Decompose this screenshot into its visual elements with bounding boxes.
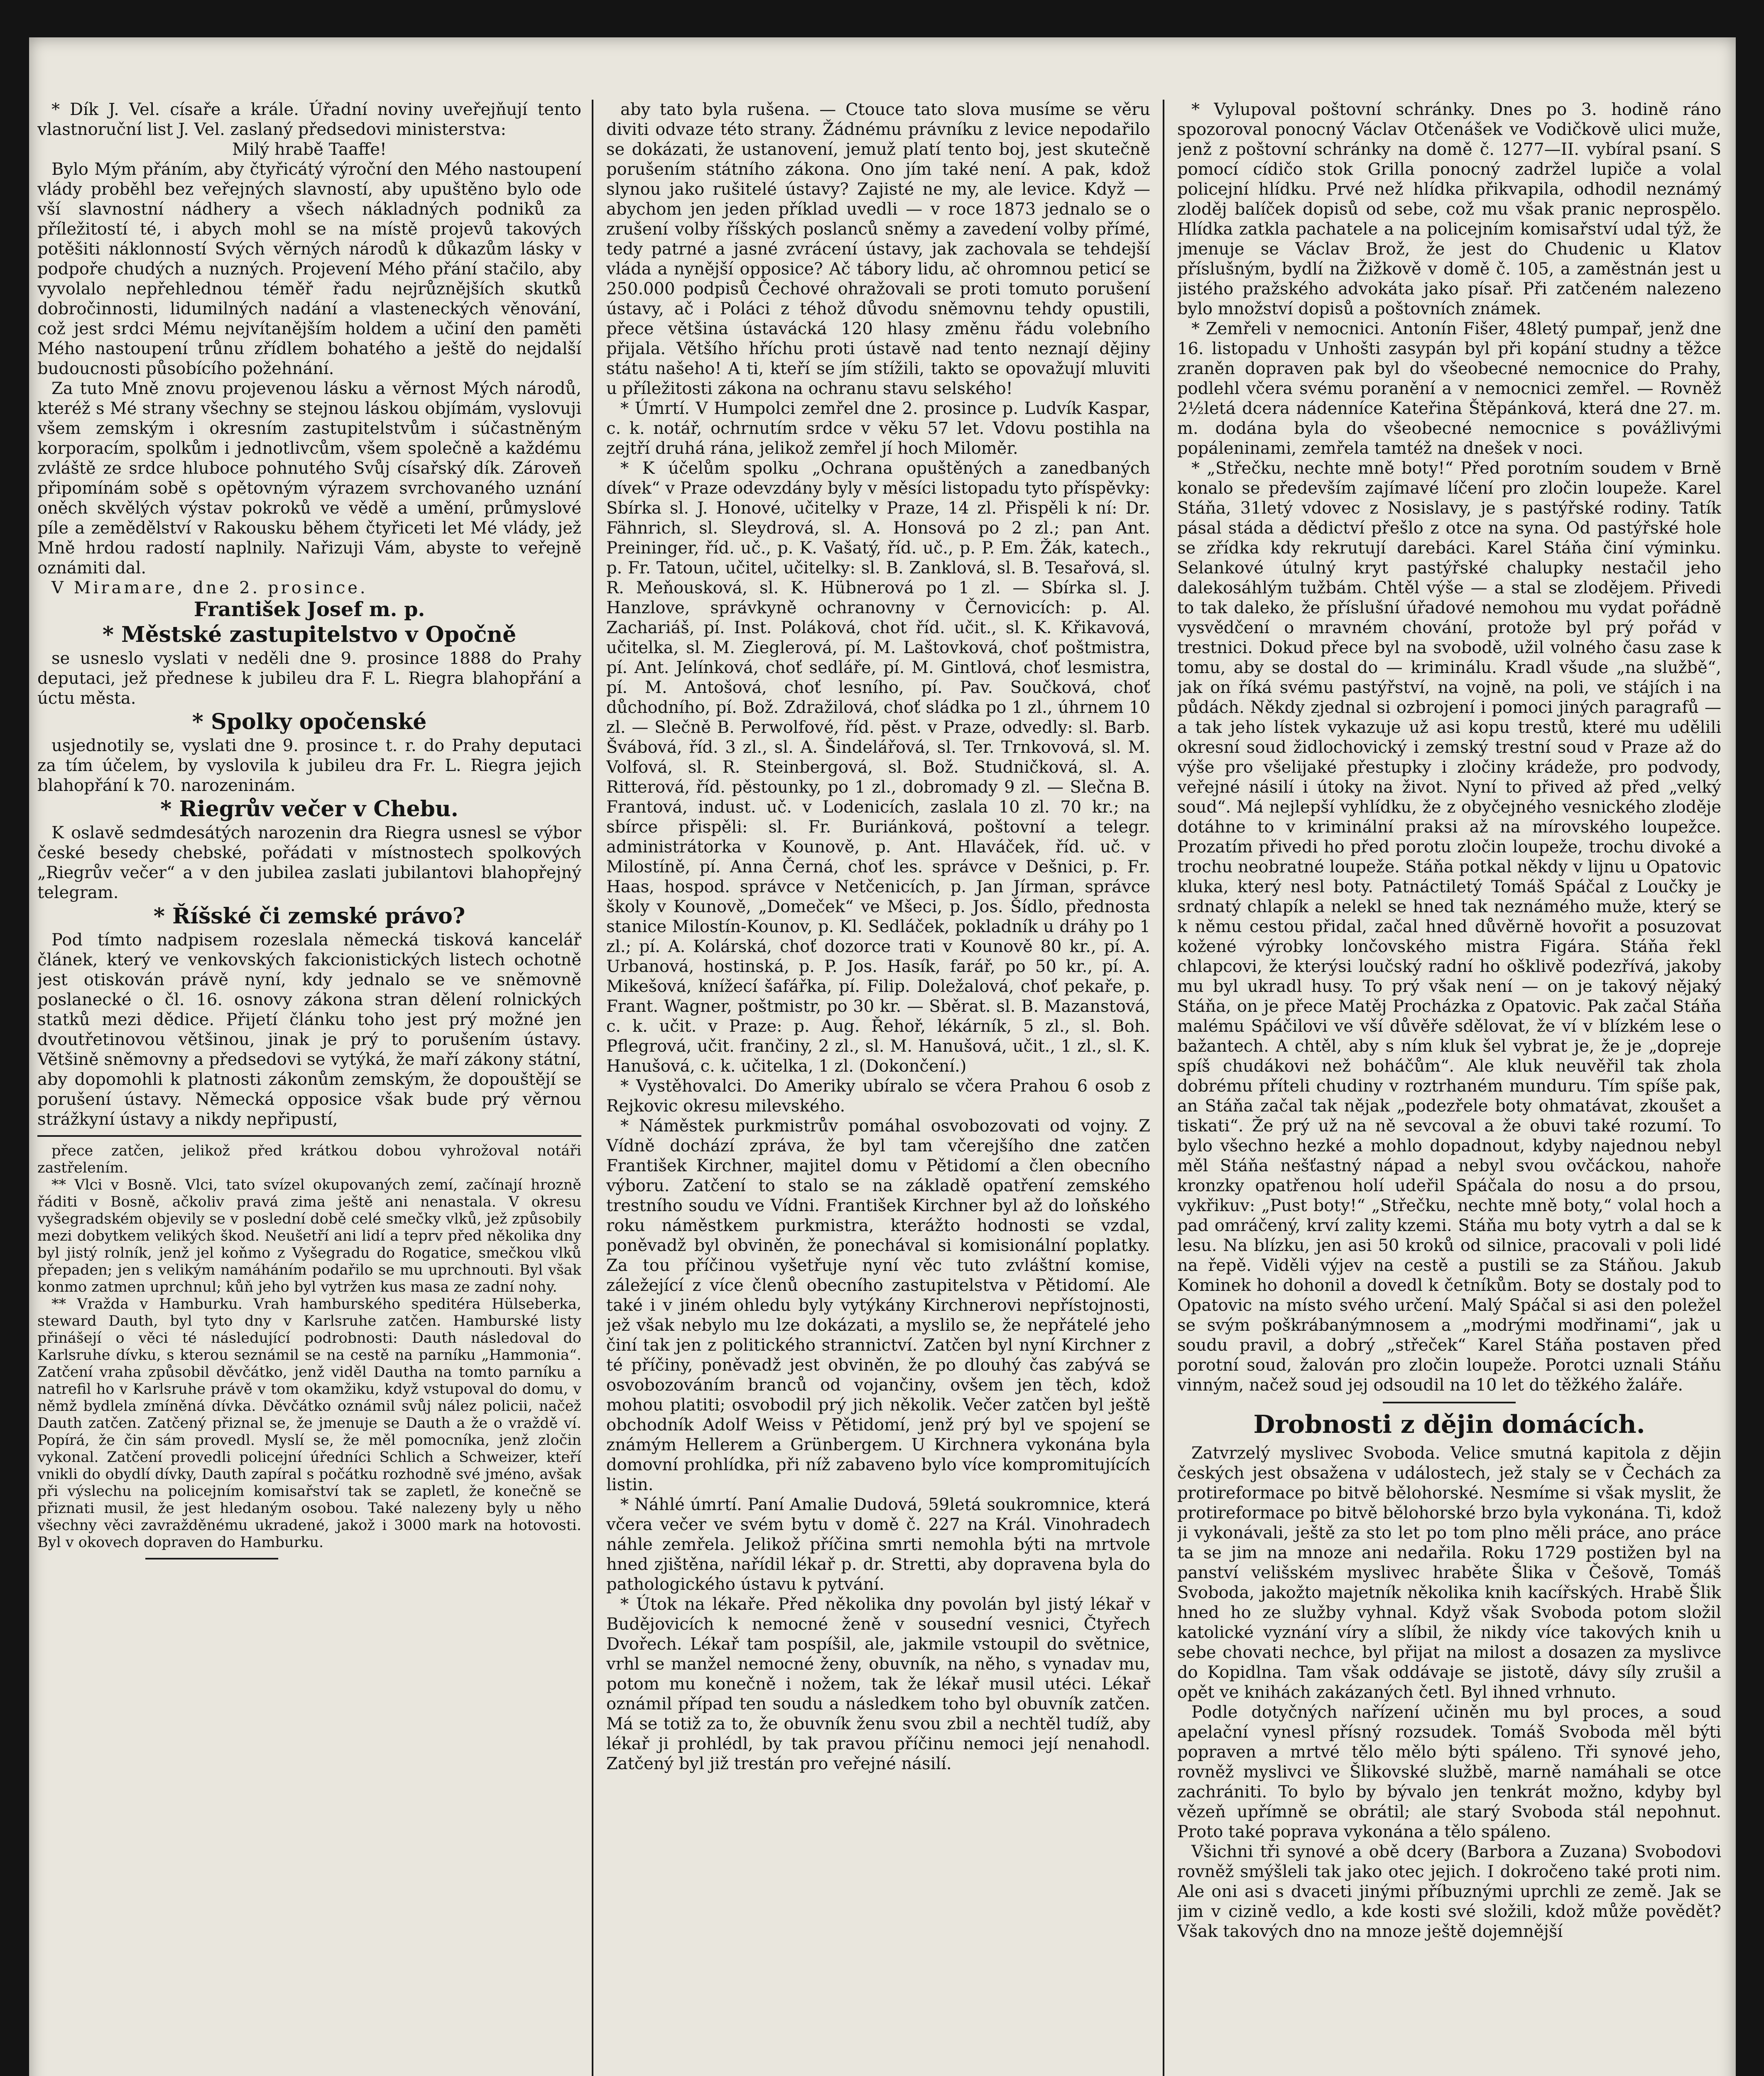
column-right — [1177, 100, 1721, 2076]
article-boots-robbery: * „Střečku, nechte mně boty!“ Před porotním soudem v Brně konalo se především zajímavé líčení pro zločin loupeže. Karel Stáňa, 31letý vdovec z Nosislavy, je s pastýřské rodiny. Tatík pásal stáda a dědictví přešlo z otce na syna. Od pastýřské hole se zřídka kdy rekrutují darebáci. Karel Stáňa činí výminku. Selankové útulný kryt pastýřské chalupky nestačil jeho dalekosáhlým tužbám. Chtěl výše — a stal se zlodějem. Přivedi to tak daleko, že příslušní úřadové nemohou mu vydat pořádně vysvědčení o mravném chování, protože byl prý pořád v trestnici. Dokud přece byl na svobodě, užil volného času zase k tomu, aby se dostal do — kriminálu. Kradl všude „na službě“, jak on říká svému pastýřství, na vojně, na poli, ve stájích i na půdách. Někdy zjednal si ozbrojení i pomoci jiných paragrafů — a tak jeho lístek vykazuje už asi kopu trestů, které mu udělili okresní soud židlochovický i zemský trestní soud v Praze až do výše pro všelijaké přestupky i zločiny krádeže, pro podvody, veřejné násilí i útoky na život. Nyní to přived až před „velký soud“. Má nejlepší vyhlídku, že z obyčejného vesnického zloděje dotáhne to v kriminální praksi až na mírovského loupežce. Prozatím přivedi ho před porotu zločin loupeže, trochu divoké a trochu neobratné loupeže. Stáňa potkal někdy v lijnu u Opatovic kluka, který nesl boty. Patnáctiletý Tomáš Spáčal z Loučky je srdnatý chlapík a nelekl se hned tak neznámého muže, který se k němu cestou přidal, začal hned důvěrně hovořit a posuzovat kožené výrobky lončovského mistra Figára. Stáňa řekl chlapcovi, že kterýsi loučský radní ho ošklivě podezřívá, jakoby mu byl ukradl husy. To prý však není — on je takový nějaký Stáňa, on je přece Matěj Procházka z Opatovic. Pak začal Stáňa malému Spáčilovi ve vší důvěře sdělovat, že ví v blízkém lese o bažantech. A chtěl, aby s ním kluk šel vybrat je, že je „dopreje spíš chudákovi než boháčům“. Ale kluk neuvěřil tak zhola dobrému příteli chudiny v roztrhaném munduru. Tím spíše pak, an Stáňa začal tak nějak „podezřele boty ohmatávat, zkoušet a tiskati“. Že prý už na ně sevcoval a že obuvi také rozumí. To bylo všechno hezké a mohlo dopadnout, kdyby najednou nebyl měl Stáňa nešťastný nápad a nebyl svou ovčáckou, nahoře kronzky opatřenou holí udeřil Spáčala do nosu a do prsou, vykřikuv: „Pust boty!“ „Střečku, nechte mně boty,“ volal hoch a pad omráčený, krví zality kzemi. Stáňa mu boty vytrh a dal se k lesu. Na blízku, jen asi 50 kroků od silnice, pracovali v poli lidé na řepě. Viděli výjev na cestě a pustili se za Stáňou. Jakub Kominek ho dohonil a dovedl k četníkům. Boty se dostaly pod to Opatovic na místo svého určení. Malý Spáčal si asi den poležel se svým poškrábanýmnosem a „modrými modřinami“, jak u soudu pravil, a dobrý „střeček“ Karel Stáňa postaven před porotní soud, žalován pro zločin loupeže. Porotci uznali Stáňu vinným, načež soud jej odsoudil na 10 let do těžkého žaláře. — [1177, 459, 1721, 1395]
letter-place-date: V Miramare, dne 2. prosince. — [51, 578, 368, 597]
letter-paragraph-1: Bylo Mým přáním, aby čtyřicátý výroční den Mého nastoupení vlády proběhl bez veřejných slavností, aby upuštěno bylo ode vší slavnostní nádhery a všech nákladných podniků za příležitostí té, i abych mohl se na místě projevů takových potěšiti náklonností Svých věrných národů k důkazům lásky v podpoře chudých a nuzných. Projevení Mého přání stačilo, aby vyvolalo nepřehlednou téměř řadu nejrůznějších skutků dobročinnosti, lidumilných nadání a vlasteneckých věnování, což jest srdci Mému nejvítanějším holdem a učiní den paměti Mého nastoupení trůnu zřídlem bohatého a ještě do nejdalší budoucnosti působícího požehnání. — [37, 160, 581, 378]
article-attack-doctor: * Útok na lékaře. Před několika dny povolán byl jistý lékař v Budějovicích k nemocné ženě v sousední vesnici, Čtyřech Dvořech. Lékař tam pospíšil, ale, jakmile vstoupil do světnice, vrhl se manžel nemocné ženy, obuvník, na něho, s vynadav mu, potom mu konečně i nožem, tak že lékař musil utéci. Lékař oznámil případ ten soudu a následkem toho byl obuvník zatčen. Má se totiž za to, že obuvník ženu svou zbil a nechtěl tudíž, aby lékař ji prohlédl, by tak pravou příčinu nemoci její nenahodl. Zatčený byl již trestán pro veřejné násilí. — [606, 1595, 1150, 1773]
column-middle — [606, 100, 1150, 2076]
article-history-3: Všichni tři synové a obě dcery (Barbora a Zuzana) Svobodovi rovněž smýšleli tak jako otec jejich. I dokročeno také proti nim. Ale oni asi s dvaceti jinými příbuznými uprchli ze země. Jak se jim v cizině vedlo, a kde kosti své složili, kdož může povědět? Však takových dno na mnoze ještě dojemnější — [1177, 1842, 1721, 1941]
column-divider — [37, 1135, 581, 1137]
article-donations: * K účelům spolku „Ochrana opuštěných a zanedbaných dívek“ v Praze odevzdány byly v měsíci listopadu tyto příspěvky: Sbírka sl. J. Honové, učitelky v Praze, 14 zl. Přispěli k ní: Dr. Fähnrich, sl. Sleydrová, sl. A. Honsová po 2 zl.; pan Ant. Preininger, říd. uč., p. K. Vašatý, říd. uč., p. P. Em. Žák, katech., p. Fr. Tatoun, učitel, učitelky: sl. B. Zanklová, sl. B. Tesařová, sl. R. Meňousková, sl. K. Hübnerová po 1 zl. — Sbírka sl. J. Hanzlove, správkyně ochranovny v Černovicích: p. Al. Zachariáš, pí. Inst. Poláková, chot říd. učit., sl. K. Křikavová, učitelka, sl. M. Zieglerová, pí. M. Laštovková, choť poštmistra, pí. Ant. Jelínková, choť sedláře, pí. M. Gintlová, choť lesmistra, pí. M. Antošová, choť lesního, pí. Pav. Součková, choť důchodního, pí. Bož. Zdražilová, choť sládka po 1 zl., úhrnem 10 zl. — Slečně B. Perwolfové, říd. pěst. v Praze, odvedly: sl. Barb. Švábová, říd. 3 zl., sl. A. Šindelářová, sl. Ter. Trnkovová, sl. M. Volfová, sl. R. Steinbergová, sl. Bož. Studničková, sl. A. Ritterová, říd. pěstounky, po 1 zl., dobromady 9 zl. — Slečna B. Frantová, indust. uč. v Lodenicích, zaslala 10 zl. 70 kr.; na sbírce přispěli: sl. Fr. Buriánková, poštovní a telegr. administrátorka v Kounově, p. Ant. Hlaváček, říd. uč. v Milostíně, pí. Anna Černá, choť les. správce v Dešnici, p. Fr. Haas, hospod. správce v Netčenicích, p. Jan Jírman, správce školy v Kounově, „Domeček“ ve Mšeci, p. Jos. Šídlo, přednosta stanice Milostín-Kounov, p. Kl. Sedláček, pokladník u dráhy po 1 zl.; pí. A. Kolárská, choť dozorce trati v Kounově 80 kr., pí. A. Urbanová, hostinská, p. P. Jos. Hasík, farář, po 50 kr., pí. A. Mikešová, knížecí šafářka, pí. Filip. Doležalová, choť pekaře, p. Frant. Wagner, poštmistr, po 30 kr. — Sběrat. sl. B. Mazanstová, c. k. učit. v Praze: p. Aug. Řehoř, lékárník, 5 zl., sl. Boh. Pflegrová, učit. frančiny, 2 zl., sl. M. Hanušová, učit., 1 zl., sl. K. Hanušová, c. k. učitelka, 1 zl. (Dokončení.) — [606, 459, 1150, 1076]
section-history-title: Drobnosti z dějin domácích. — [1253, 1410, 1645, 1439]
letter-signature: František Josef m. p. — [194, 598, 425, 621]
article-opocno-societies-heading: * Spolky opočenské — [192, 709, 427, 734]
column-rule — [592, 100, 593, 2076]
article-hospital-deaths: * Zemřeli v nemocnici. Antonín Fišer, 48letý pumpař, jenž dne 16. listopadu v Unhošti zasypán byl při kopání studny a těžce zraněn dopraven pak byl do všeobecné nemocnice do Prahy, podlehl včera svému poranění a v nemocnici zemřel. — Rovněž 2½letá dcera nádenníce Kateřina Štěpánková, která dne 27. m. m. dodána byla do všeobecné nemocnice s povážlivými popáleninami, zemřela tamtéž na dnešek v noci. — [1177, 319, 1721, 458]
article-law-heading: * Říšské či zemské právo? — [153, 903, 466, 929]
article-history-1: Zatvrzelý myslivec Svoboda. Velice smutná kapitola z dějin českých jest obsažena v událostech, jež staly se v Čechách za protireformace po bitvě bělohorské. Nesmíme si však myslit, že protireformace po bitvě bělohorské brzo byla vykonána. Ti, kdož ji vykonávali, ještě za sto let po tom plno měli práce, ano práce ta se jim na mnoze ani nedařila. Roku 1729 postižen byl na panství velišském myslivec hraběte Šlika v Češově, Tomáš Svoboda, jakožto majetník několika knih kacířských. Hrabě Šlik hned ho ze služby vyhnal. Když však Svoboda potom složil katolické vyznání víry a slíbil, že nikdy více takových knih u sebe chovati nechce, byl přijat na milost a dosazen za myslivce do Kopidlna. Tam však oddávaje se jistotě, dávy síly zrušil a opět ve knihách zakázaných četl. Byl ihned vrhnuto. — [1177, 1444, 1721, 1702]
column-rule — [1163, 100, 1164, 2076]
column-left — [37, 100, 581, 2076]
article-emigrants: * Vystěhovalci. Do Ameriky ubíralo se včera Prahou 6 osob z Rejkovic okresu milevského. — [606, 1077, 1150, 1116]
article-wolves-bosnia: ** Vlci v Bosně. Vlci, tato svízel okupovaných zemí, začínají hrozně řáditi v Bosně, ačkoliv pravá zima ještě ani nenastala. V okresu vyšegradském objevily se v poslední době celé smečky vlků, jež způsobily mezi dobytkem velikých škod. Neušetří ani lidí a teprv před několika dny byl jistý rolník, jenž jel koňmo z Vyšegradu do Rogatice, smečkou vlků přepaden; jen s velikým namáháním podařilo se mu uprchnouti. Byl však konmo zatmen uprchnul; kůň jeho byl vytržen kus masa ze zadní nohy. — [37, 1177, 581, 1295]
letter-paragraph-2: Za tuto Mně znovu projevenou lásku a věrnost Mých národů, kteréž s Mé strany všechny se stejnou láskou objímám, vyslovuji všem zemským i okresním zastupitelstvům i súčastněným korporacím, spolkům i jednotlivcům, všem společně a každému zvláště ze srdce hluboce pohnutého Svůj císařský dík. Zároveň připomínám sobě s opětovným výrazem svrchovaného uznání oněch skvělých výstav pokroků ve vědě a umění, průmyslové píle a zemědělství v Rakousku během čtyřiceti let Mé vlády, jež Mně hrdou radostí naplnily. Nařizuji Vám, abyste to veřejně oznámiti dal. — [37, 379, 581, 578]
article-mailbox-theft: * Vylupoval poštovní schránky. Dnes po 3. hodině ráno spozoroval ponocný Václav Otčenášek ve Vodičkově ulici muže, jenž z poštovní schránky na domě č. 1277—II. vybíral psaní. S pomocí cídičo stok Grilla ponocný zadržel lupiče a volal policejní hlídku. Prvé než hlídka přikvapila, odhodil neznámý zloděj balíček dopisů od sebe, což mu však pranic neprospělo. Hlídka zatkla pachatele a na policejním komisařství udal týž, že jmenuje se Václav Brož, že jest do Chudenic u Klatov příslušným, bydlí na Žižkově v domě č. 105, a zaměstnán jest u jistého pražského advokáta jako písař. Při zatčeném nalezeno bylo množství dopisů a poštovních známek. — [1177, 100, 1721, 318]
end-rule — [145, 1558, 278, 1559]
article-law-continued: aby tato byla rušena. — Ctouce tato slova musíme se věru diviti odvaze této strany. Žádnému právníku z levice nepodařilo se dokázati, že ustanovení, jemuž platí tento boj, jest skutečně porušením státního zákona. Ono jím také není. A pak, kdož slynou jako rušitelé ústavy? Zajisté ne my, ale levice. Když — abychom jen jeden příklad uvedli — v roce 1873 jednalo se o zrušení volby říšských poslanců sněmy a zavedení volby přímé, tedy patrné a jasné zvrácení ústavy, jak zachovala se tehdejší vláda a nynější opposice? Ač tábory lidu, ač ohromnou peticí se 250.000 podpisů Čechové ohražovali se proti tomuto porušení ústavy, ač i Poláci z téhož důvodu sněmovnu tehdy opustili, přece většina ústavácká 120 hlasy změnu řádu volebního přijala. Většího hříchu proti ústavě nad tento neznají dějiny státu našeho! A ti, kteří se jím stížili, takto se opovažují mluviti u příležitosti zákona na ochranu stavu selského! — [606, 100, 1150, 398]
article-cheb: K oslavě sedmdesátých narozenin dra Riegra usnesl se výbor české besedy chebské, pořádati v místnostech spolkových „Riegrův večer“ a v den jubilea zaslati jubilantovi blahopřejný telegram. — [37, 823, 581, 902]
article-law: Pod tímto nadpisem rozeslala německá tisková kancelář článek, který ve venkovských fakcionistických listech ochotně jest otiskován právě nyní, kdy jednalo se ve sněmovně poslanecké o čl. 16. osnovy zákona stran dělení rolnických statků mezi dědice. Přijetí článku toho jest prý možné jen dvoutřetinovou většinou, jinak je prý to porušením ústavy. Většině sněmovny a předsedovi se vytýká, že maří zákony státní, aby dopomohli k platnosti zákonům zemským, že dopouštějí se porušení ústavy. Německá opposice však bude prý věrnou strážkyní ústavy a nikdy nepřipustí, — [37, 930, 581, 1129]
article-deputy-mayor: * Náměstek purkmistrův pomáhal osvobozovati od vojny. Z Vídně dochází zpráva, že byl tam včerejšího dne zatčen František Kirchner, majitel domu v Pětidomí a člen obecního výboru. Zatčení to stalo se na základě opatření zemského trestního soudu ve Vídni. František Kirchner byl až do loňského roku náměstkem purkmistra, kterážto hodnosti se vzdal, poněvadž byl obviněn, že ponechával si komisionální poplatky. Za tou příčinou vyšetřuje nyní věc tuto zvláštní komise, záležející z více členů obecního zastupitelstva v Pětidomí. Ale také i v jiném ohledu byly vytýkány Kirchnerovi nepřístojnosti, jež však nebylo mu lze dokázati, a myslilo se, že nepřátelé jeho činí tak jen z politického strannictví. Zatčen byl nyní Kirchner z té příčiny, poněvadž jest obviněn, že po dlouhý čas zabývá se osvobozováním branců od vojančiny, ovšem jen těch, kdož mohou platiti; osvobodil prý jich několik. Večer zatčen byl ještě obchodník Adolf Weiss v Pětidomí, jenž prý byl ve spojení se známým Hellerem a Grünbergem. U Kirchnera vykonána byla domovní prohlídka, při níž zabaveno bylo více kompromitujících listin. — [606, 1116, 1150, 1494]
article-opocno-societies: usjednotily se, vyslati dne 9. prosince t. r. do Prahy deputaci za tím účelem, by vyslovila k jubileu dra Fr. L. Riegra jejich blahopřání k 70. narozeninám. — [37, 736, 581, 795]
newspaper-page — [29, 37, 1736, 2076]
article-opocno-council-heading: * Městské zastupitelstvo v Opočně — [102, 622, 517, 647]
article-hamburg-murder: ** Vražda v Hamburku. Vrah hamburského speditéra Hülseberka, steward Dauth, byl tyto dny v Karlsruhe zatčen. Hamburské listy přinášejí o věci té následující podrobnosti: Dauth následoval do Karlsruhe dívku, s kterou seznámil se na cestě na parníku „Hammonia“. Zatčení vraha způsobil děvčátko, jenž viděl Dautha na tomto parníku a natrefil ho v Karlsruhe právě v tom okamžiku, když vstupoval do domu, v němž bydlela zmíněná dívka. Děvčátko oznámil svůj nález policii, načež Dauth zatčen. Zatčený přiznal se, že jmenuje se Dauth a že o vraždě ví. Popírá, že čin sám provedl. Myslí se, že měl pomocníka, jenž zločin vykonal. Zatčení provedli policejní úředníci Schlich a Schweizer, kteří vnikli do obydlí dívky, Dauth zapíral s počátku rozhodně své jméno, avšak při výslechu na policejním komisařství tak se zapletl, že konečně se přiznati musil, že jest hledaným osobou. Také nalezeny byly u něho všechny věci zavražděnému ukradené, jakož i 3000 mark na hotovosti. Byl v okovech dopraven do Hamburku. — [37, 1296, 581, 1551]
article-death-humpolec: * Úmrtí. V Humpolci zemřel dne 2. prosince p. Ludvík Kaspar, c. k. notář, ochrnutím srdce v věku 57 let. Vdovu postihla na zejtří druhá rána, jelikož zemřel jí hoch Miloměr. — [606, 399, 1150, 458]
article-emperor-thanks: * Dík J. Vel. císaře a krále. Úřadní noviny uveřejňují tento vlastnoruční list J. Vel. zaslaný předsedovi ministerstva: — [37, 100, 581, 139]
article-history-2: Podle dotyčných nařízení učiněn mu byl proces, a soud apelační vynesl přísný rozsudek. Tomáš Svoboda měl býti popraven a mrtvé tělo mělo býti spáleno. Tři synové jeho, rovněž myslivci ve Šlikovské službě, marně namáhali se otce zachrániti. To bylo by bývalo jen tenkrát možno, kdyby byl vězeň upřímně se obrátil; ale starý Svoboda stál nepohnut. Proto také poprava vykonána a tělo spáleno. — [1177, 1703, 1721, 1841]
section-rule — [1383, 1402, 1516, 1403]
letter-salutation: Milý hrabě Taaffe! — [232, 140, 387, 159]
article-cheb-heading: * Riegrův večer v Chebu. — [160, 796, 458, 822]
article-arrest-continued: přece zatčen, jelikož před krátkou dobou vyhrožoval notáři zastřelením. — [37, 1143, 581, 1176]
article-sudden-death: * Náhlé úmrtí. Paní Amalie Dudová, 59letá soukromnice, která včera večer ve svém bytu v domě č. 227 na Král. Vinohradech náhle zemřela. Jelikož příčina smrti nemohla býti na mrtvole hned zjištěna, nařídil lékař p. dr. Stretti, aby dopravena byla do pathologického ústavu k pytvání. — [606, 1495, 1150, 1594]
article-opocno-council: se usneslo vyslati v neděli dne 9. prosince 1888 do Prahy deputaci, jež přednese k jubileu dra F. L. Riegra blahopřání a úctu města. — [37, 649, 581, 708]
